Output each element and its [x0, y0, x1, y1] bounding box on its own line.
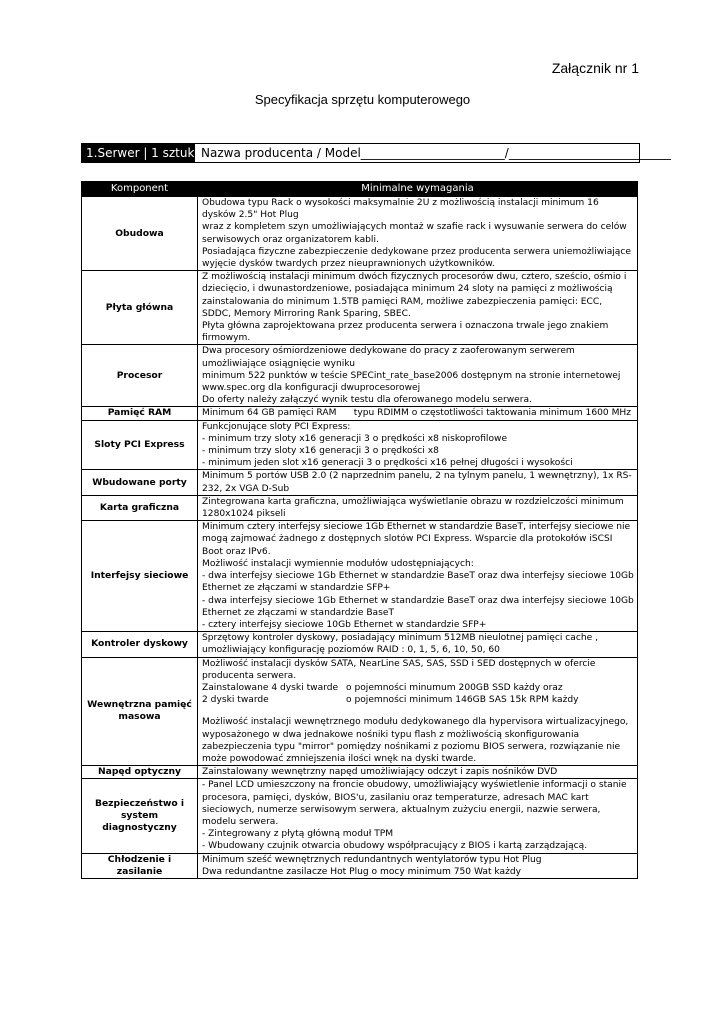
component-name: Chłodzenie i zasilanie	[82, 853, 198, 878]
component-name: Procesor	[82, 345, 198, 407]
column-header-component: Komponent	[82, 182, 198, 197]
table-row	[82, 521, 638, 632]
requirement-cell	[198, 420, 638, 470]
disk-capacity: o pojemności minimum 146GB SAS 15k RPM każdy	[346, 695, 579, 706]
requirement-cell	[198, 779, 638, 853]
server-header-label: 1.Serwer | 1 sztuka	[82, 144, 195, 162]
requirement-line: Posiadająca fizyczne zabezpieczenie dedykowane przez producenta serwera uniemożliwiające wyjęcie dysków twardych przez nieuprawnionych użytkowników.	[202, 246, 634, 270]
requirement-line: Do oferty należy załączyć wynik testu dla oferowanego modelu serwera.	[202, 395, 532, 406]
requirement-line: - Wbudowany czujnik otwarcia obudowy współpracujący z BIOS i kartą zarządzającą.	[202, 841, 588, 852]
requirement-cell	[198, 766, 638, 779]
table-row	[82, 470, 638, 495]
requirement-line: - minimum jeden slot x16 generacji 3 o prędkości x16 pełnej długości i wysokości	[202, 458, 573, 469]
component-name: Obudowa	[82, 197, 198, 271]
requirement-line: - Panel LCD umieszczony na froncie obudowy, umożliwiający wyświetlenie informacji o stanie procesora, pamięci, dysków, BIOS'u, zasilaniu oraz temperaturze, adresach MAC kart sieciowych, numerze serwisowym serwera, aktualnym zużyciu energii, nazwie serwera, modelu serwera.	[202, 780, 630, 827]
table-row	[82, 345, 638, 407]
component-name: Napęd optyczny	[82, 766, 198, 779]
requirement-line: - dwa interfejsy sieciowe 1Gb Ethernet w standardzie BaseT oraz dwa interfejsy sieciowe 10Gb Ethernet ze złączami w standardzie BaseT	[202, 595, 637, 618]
requirement-line: Zintegrowana karta graficzna, umożliwiająca wyświetlanie obrazu w rozdzielczości minimum 1280x1024 pikseli	[202, 496, 627, 520]
specification-table	[81, 181, 638, 879]
table-row	[82, 271, 638, 345]
requirement-line: Dwa redundantne zasilacze Hot Plug o mocy minimum 750 Wat każdy	[202, 866, 522, 877]
table-row	[82, 495, 638, 520]
disk-count: Zainstalowane 4 dyski twarde	[202, 682, 339, 693]
requirement-cell	[198, 345, 638, 407]
table-row	[82, 766, 638, 779]
requirement-line: - cztery interfejsy sieciowe 10Gb Ethernet w standardzie SFP+	[202, 619, 487, 630]
requirement-line: Płyta główna zaprojektowana przez producenta serwera i oznaczona trwale jego znakiem firmowym.	[202, 321, 612, 344]
requirement-line: - Zintegrowany z płytą główną moduł TPM	[202, 829, 394, 840]
requirement-line: Sprzętowy kontroler dyskowy, posiadający minimum 512MB nieulotnej pamięci cache , umożliwiający konfigurację poziomów RAID : 0, 1, 5, 6, 10, 50, 60	[202, 633, 601, 656]
component-name: Bezpieczeństwo i system diagnostyczny	[82, 779, 198, 853]
requirement-cell	[198, 470, 638, 495]
requirement-cell	[198, 495, 638, 520]
requirement-line: - dwa interfejsy sieciowe 1Gb Ethernet w standardzie BaseT oraz dwa interfejsy sieciowe 10Gb Ethernet ze złączami w standardzie SFP+	[202, 571, 637, 594]
component-name: Wewnętrzna pamięć masowa	[82, 657, 198, 766]
spacer	[202, 706, 634, 716]
requirement-line: Minimum 64 GB pamięci RAM typu RDIMM o częstotliwości taktowania minimum 1600 MHz	[202, 408, 632, 419]
table-row	[82, 779, 638, 853]
requirement-line: Możliwość instalacji wymiennie modułów udostępniających:	[202, 558, 474, 569]
requirement-line: Z możliwością instalacji minimum dwóch fizycznych procesorów dwu, cztero, sześcio, ośmio i dziecięcio, i dwunastordzeniowe, posiadająca minimum 24 sloty na pamięci z możliwością zainstalowania do minimum 1.5TB pamięci RAM, możliwe zabezpieczenia pamięci: ECC, SDDC, Memory Mirroring Rank Sparing, SBEC.	[202, 272, 630, 319]
requirement-line: wraz z kompletem szyn umożliwiających montaż w szafie rack i wysuwanie serwera do celów serwisowych oraz organizatorem kabli.	[202, 222, 630, 245]
requirement-line: Obudowa typu Rack o wysokości maksymalnie 2U z możliwością instalacji minimum 16 dysków 2.5" Hot Plug	[202, 198, 602, 221]
table-row	[82, 197, 638, 271]
component-name: Kontroler dyskowy	[82, 632, 198, 657]
disk-capacity: o pojemności minumum 200GB SSD każdy oraz	[346, 682, 563, 693]
component-name: Karta graficzna	[82, 495, 198, 520]
requirement-cell	[198, 271, 638, 345]
disk-config-line	[202, 682, 634, 694]
disk-count: 2 dyski twarde	[202, 695, 269, 706]
requirement-line: Zainstalowany wewnętrzny napęd umożliwiający odczyt i zapis nośników DVD	[202, 767, 558, 778]
requirement-cell	[198, 657, 638, 766]
requirement-line: Funkcjonujące sloty PCI Express:	[202, 421, 351, 432]
requirement-line: - minimum trzy sloty x16 generacji 3 o prędkości x8	[202, 446, 439, 457]
requirement-cell	[198, 632, 638, 657]
requirement-cell	[198, 521, 638, 632]
requirement-line: Dwa procesory ośmiordzeniowe dedykowane do pracy z zaoferowanym serwerem umożliwiające osiągnięcie wyniku	[202, 346, 578, 369]
table-header-row	[82, 182, 638, 197]
requirement-line: Minimum sześć wewnętrznych redundantnych wentylatorów typu Hot Plug	[202, 854, 542, 865]
requirement-line: Minimum 5 portów USB 2.0 (2 naprzednim panelu, 2 na tylnym panelu, 1 wewnętrzny), 1x RS-232, 2x VGA D-Sub	[202, 471, 632, 494]
component-name: Interfejsy sieciowe	[82, 521, 198, 632]
manufacturer-model-field: Nazwa producenta / Model________________________/___________________________	[201, 146, 671, 160]
requirement-cell	[198, 853, 638, 878]
table-row	[82, 420, 638, 470]
requirement-cell	[198, 407, 638, 420]
table-row	[82, 632, 638, 657]
table-row	[82, 407, 638, 420]
component-name: Płyta główna	[82, 271, 198, 345]
component-name: Sloty PCI Express	[82, 420, 198, 470]
requirement-line: minimum 522 punktów w teście SPECint_rate_base2006 dostępnym na stronie internetowej www.spec.org dla konfiguracji dwuprocesorowej	[202, 370, 624, 394]
requirement-line: Możliwość instalacji dysków SATA, NearLine SAS, SAS, SSD i SED dostępnych w ofercie producenta serwera.	[202, 658, 599, 681]
column-header-requirements: Minimalne wymagania	[198, 182, 638, 197]
annex-label: Załącznik nr 1	[551, 60, 639, 76]
table-row	[82, 657, 638, 766]
requirement-line: Minimum cztery interfejsy sieciowe 1Gb Ethernet w standardzie BaseT, interfejsy sieciowe nie mogą zajmować żadnego z dostępnych slotów PCI Express. Wsparcie dla protokołów iSCSI Boot oraz IPv6.	[202, 522, 634, 557]
requirement-line: Możliwość instalacji wewnętrznego modułu dedykowanego dla hypervisora wirtualizacyjnego, wyposażonego w dwa jednakowe nośniki typu flash z możliwością skonfigurowania zabezpieczenia typu "mirror" pomiędzy nośnikami z poziomu BIOS serwera, rozwiązanie nie może powodować zmniejszenia ilości wnęk na dyski twarde.	[202, 717, 632, 764]
component-name: Wbudowane porty	[82, 470, 198, 495]
table-row	[82, 853, 638, 878]
requirement-line: - minimum trzy sloty x16 generacji 3 o prędkości x8 niskoprofilowe	[202, 433, 508, 444]
disk-config-line	[202, 694, 634, 706]
requirement-cell	[198, 197, 638, 271]
server-header	[81, 143, 671, 163]
document-title: Specyfikacja sprzętu komputerowego	[254, 92, 471, 107]
component-name: Pamięć RAM	[82, 407, 198, 420]
